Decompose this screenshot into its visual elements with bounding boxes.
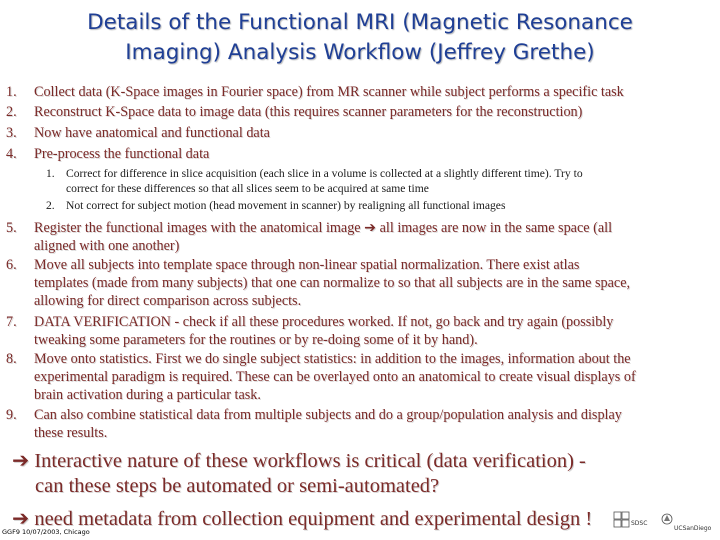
item-number: 9. xyxy=(6,407,17,423)
slide-footer: GGF9 10/07/2003, Chicago xyxy=(2,528,90,536)
item-line: Move all subjects into template space through non-linear spatial normalization. There exist atlas xyxy=(34,257,580,273)
title-line-2: Imaging) Analysis Workflow (Jeffrey Grethe) xyxy=(125,40,595,65)
item-text xyxy=(34,350,712,404)
sub-item-text: Not correct for subject motion (head movement in scanner) by realigning all functional images xyxy=(66,199,506,212)
item-line: aligned with one another) xyxy=(34,238,180,254)
conclusion-interactive xyxy=(12,448,712,499)
item-line: all images are now in the same space (all xyxy=(376,220,613,236)
sub-item-line: correct for these differences so that all slices seem to be acquired at same time xyxy=(66,181,429,195)
slide-title xyxy=(0,8,720,68)
right-arrow-icon: ➔ xyxy=(12,448,30,472)
item-line: Register the functional images with the anatomical image xyxy=(34,220,365,236)
item-number: 3. xyxy=(6,125,17,141)
item-text xyxy=(34,256,712,310)
item-number: 7. xyxy=(6,314,17,330)
item-line: brain activation during a particular task. xyxy=(34,387,261,403)
item-text xyxy=(34,406,712,442)
item-line: DATA VERIFICATION - check if all these procedures worked. If not, go back and try again (possibly xyxy=(34,314,614,330)
sdsc-logo xyxy=(614,512,647,527)
item-number: 5. xyxy=(6,220,17,236)
institution-logos xyxy=(612,506,712,534)
item-text: Collect data (K-Space images in Fourier space) from MR scanner while subject performs a specific task xyxy=(34,84,624,100)
sub-item-number: 1. xyxy=(46,167,55,180)
item-line: Move onto statistics. First we do single subject statistics: in addition to the images, information about the xyxy=(34,351,631,367)
item-line: these results. xyxy=(34,425,108,441)
item-number: 2. xyxy=(6,104,17,120)
item-text: Pre-process the functional data xyxy=(34,146,210,162)
conclusion-line: Interactive nature of these workflows is critical (data verification) - xyxy=(29,450,586,472)
item-number: 1. xyxy=(6,84,17,100)
ucsd-logo xyxy=(662,514,712,532)
conclusion-line: can these steps be automated or semi-automated? xyxy=(35,475,440,497)
item-line: Can also combine statistical data from multiple subjects and do a group/population analysis and display xyxy=(34,407,622,423)
sub-item-number: 2. xyxy=(46,199,55,212)
item-line: allowing for direct comparison across subjects. xyxy=(34,293,302,309)
svg-text:UCSanDiego: UCSanDiego xyxy=(674,525,712,532)
item-text: Reconstruct K-Space data to image data (this requires scanner parameters for the reconstruction) xyxy=(34,104,583,120)
conclusion-line: need metadata from collection equipment and experimental design ! xyxy=(29,508,593,530)
item-text xyxy=(34,313,712,349)
item-line: tweaking some parameters for the routines or by re-doing some of it by hand). xyxy=(34,332,478,348)
item-number: 6. xyxy=(6,257,17,273)
right-arrow-icon: ➔ xyxy=(12,506,30,530)
item-number: 8. xyxy=(6,351,17,367)
item-text: Now have anatomical and functional data xyxy=(34,125,270,141)
item-line: templates (made from many subjects) that one can normalize to so that all subjects are in the same space, xyxy=(34,275,631,291)
title-line-1: Details of the Functional MRI (Magnetic Resonance xyxy=(87,10,633,35)
sub-item-line: Correct for difference in slice acquisition (each slice in a volume is collected at a slightly different time). Try to xyxy=(66,167,583,180)
item-text xyxy=(34,219,712,255)
item-line: experimental paradigm is required. These can be overlayed onto an anatomical to create visual displays of xyxy=(34,369,636,385)
item-number: 4. xyxy=(6,146,17,162)
sub-item-text xyxy=(66,167,706,196)
svg-text:SDSC: SDSC xyxy=(631,520,648,527)
conclusion-metadata xyxy=(12,506,712,532)
right-arrow-icon: ➔ xyxy=(364,220,377,236)
